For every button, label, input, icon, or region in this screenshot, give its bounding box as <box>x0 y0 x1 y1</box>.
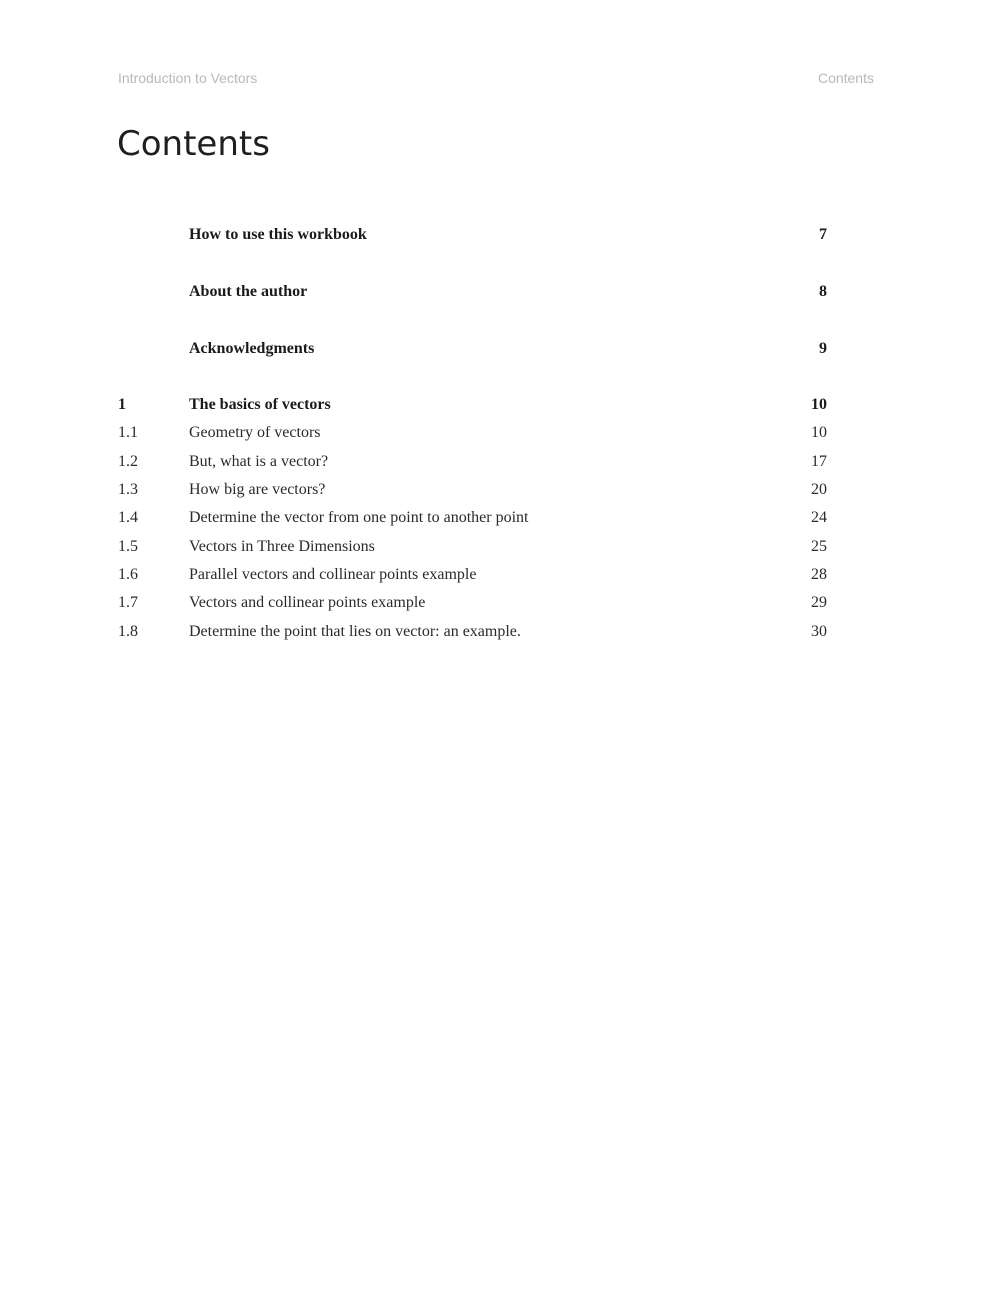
toc-section-1-2[interactable] <box>118 450 830 474</box>
toc-section-1-4[interactable] <box>118 506 830 530</box>
toc-entry-number: 1.3 <box>118 481 138 498</box>
toc-entry-number: 1.4 <box>118 509 138 526</box>
toc-entry-title: The basics of vectors <box>189 396 331 413</box>
toc-entry-title: About the author <box>189 283 308 300</box>
toc-entry-how-to-use[interactable] <box>118 223 830 247</box>
toc-entry-number: 1.1 <box>118 424 138 441</box>
toc-entry-about-author[interactable] <box>118 280 830 304</box>
toc-section-1-8[interactable] <box>118 620 830 644</box>
toc-entry-number: 1 <box>118 396 126 413</box>
toc-entry-page: 24 <box>811 509 827 526</box>
toc-entry-number: 1.2 <box>118 453 138 470</box>
toc-entry-title: How big are vectors? <box>189 481 326 498</box>
toc-entry-number: 1.5 <box>118 538 138 555</box>
toc-entry-number: 1.6 <box>118 566 138 583</box>
toc-entry-title: Vectors and collinear points example <box>189 594 426 611</box>
toc-entry-page: 9 <box>819 340 827 357</box>
toc-section-1-1[interactable] <box>118 421 830 445</box>
toc-section-1-6[interactable] <box>118 563 830 587</box>
toc-entry-page: 25 <box>811 538 827 555</box>
page-title: Contents <box>117 124 270 164</box>
toc-entry-acknowledgments[interactable] <box>118 337 830 361</box>
toc-entry-page: 17 <box>811 453 827 470</box>
toc-entry-page: 8 <box>819 283 827 300</box>
toc-section-1-3[interactable] <box>118 478 830 502</box>
toc-entry-title: Parallel vectors and collinear points example <box>189 566 477 583</box>
toc-section-1-7[interactable] <box>118 591 830 615</box>
toc-entry-title: Determine the point that lies on vector: an example. <box>189 623 521 640</box>
toc-entry-number: 1.8 <box>118 623 138 640</box>
running-header-section: Contents <box>817 70 874 86</box>
toc-entry-title: How to use this workbook <box>189 226 367 243</box>
toc-entry-page: 29 <box>811 594 827 611</box>
toc-entry-page: 10 <box>811 424 827 441</box>
running-header-book-title: Introduction to Vectors <box>118 70 258 86</box>
toc-entry-page: 20 <box>811 481 827 498</box>
toc-entry-title: Acknowledgments <box>189 340 315 357</box>
toc-chapter-1[interactable] <box>118 393 830 417</box>
toc-entry-page: 28 <box>811 566 827 583</box>
toc-entry-page: 7 <box>819 226 827 243</box>
toc-entry-title: Vectors in Three Dimensions <box>189 538 375 555</box>
toc-entry-title: Geometry of vectors <box>189 424 321 441</box>
toc-entry-number: 1.7 <box>118 594 138 611</box>
toc-section-1-5[interactable] <box>118 535 830 559</box>
toc-entry-page: 10 <box>811 396 827 413</box>
toc-entry-title: But, what is a vector? <box>189 453 329 470</box>
toc-entry-title: Determine the vector from one point to another point <box>189 509 529 526</box>
running-header <box>118 70 874 90</box>
toc-entry-page: 30 <box>811 623 827 640</box>
